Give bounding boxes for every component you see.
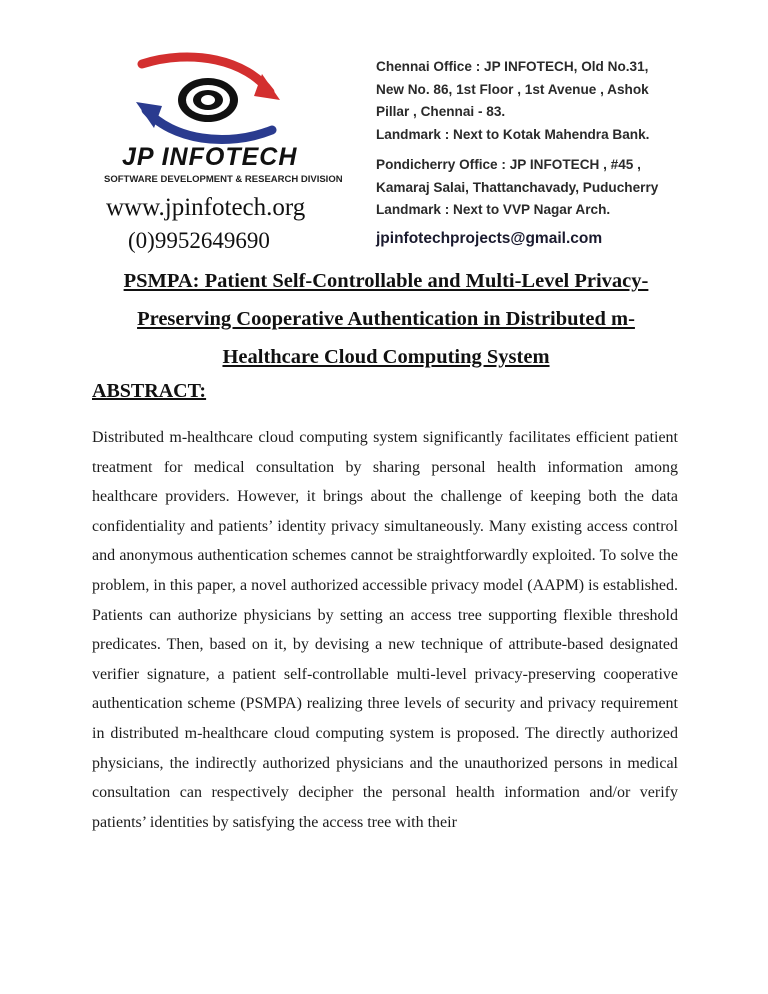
brand-name: JP INFOTECH bbox=[122, 143, 298, 171]
abstract-text: Distributed m-healthcare cloud computing system significantly facilitates efficient patient treatment for medical consultation by sharing personal health information among healthcare providers. However, it brings about the challenge of keeping both the data confidentiality and patients’ identity privacy simultaneously. Many existing access control and anonymous authentication schemes cannot be straightforwardly exploited. To solve the problem, in this paper, a novel authorized accessible privacy model (AAPM) is established. Patients can authorize physicians by setting an access tree supporting flexible threshold predicates. Then, based on it, by devising a new technique of attribute-based designated verifier signature, a patient self-controllable multi-level privacy-preserving cooperative authentication scheme (PSMPA) realizing three levels of security and privacy requirement in distributed m-healthcare cloud computing system is proposed. The directly authorized physicians, the indirectly authorized physicians and the unauthorized persons in medical consultation can respectively decipher the personal health information and/or verify patients’ identities by satisfying the access tree with their bbox=[92, 429, 678, 831]
office-addresses bbox=[376, 56, 676, 222]
office-line: Landmark : Next to Kotak Mahendra Bank. bbox=[376, 126, 650, 142]
office-line: Pillar , Chennai - 83. bbox=[376, 104, 506, 119]
website-link[interactable]: www.jpinfotech.org bbox=[106, 194, 306, 221]
email-link[interactable]: jpinfotechprojects@gmail.com bbox=[376, 230, 603, 247]
office-line: Landmark : Next to VVP Nagar Arch. bbox=[376, 202, 611, 217]
office-line: Pondicherry Office : JP INFOTECH , #45 , bbox=[376, 157, 641, 172]
phone-number: (0)9952649690 bbox=[128, 228, 270, 253]
office-line: New No. 86, 1st Floor , 1st Avenue , Ashok bbox=[376, 81, 649, 97]
abstract-heading: ABSTRACT: bbox=[92, 380, 207, 402]
company-logo bbox=[92, 48, 362, 258]
division-label: SOFTWARE DEVELOPMENT & RESEARCH DIVISION bbox=[104, 174, 343, 185]
header-banner bbox=[92, 44, 678, 262]
office-line: Kamaraj Salai, Thattanchavady, Puducherry bbox=[376, 179, 659, 195]
paper-title: PSMPA: Patient Self-Controllable and Multi-Level Privacy-Preserving Cooperative Authentication in Distributed m-Healthcare Cloud Computing System bbox=[123, 270, 649, 368]
logo-swoosh-icon bbox=[132, 52, 282, 147]
office-line: Chennai Office : JP INFOTECH, Old No.31, bbox=[376, 59, 649, 74]
